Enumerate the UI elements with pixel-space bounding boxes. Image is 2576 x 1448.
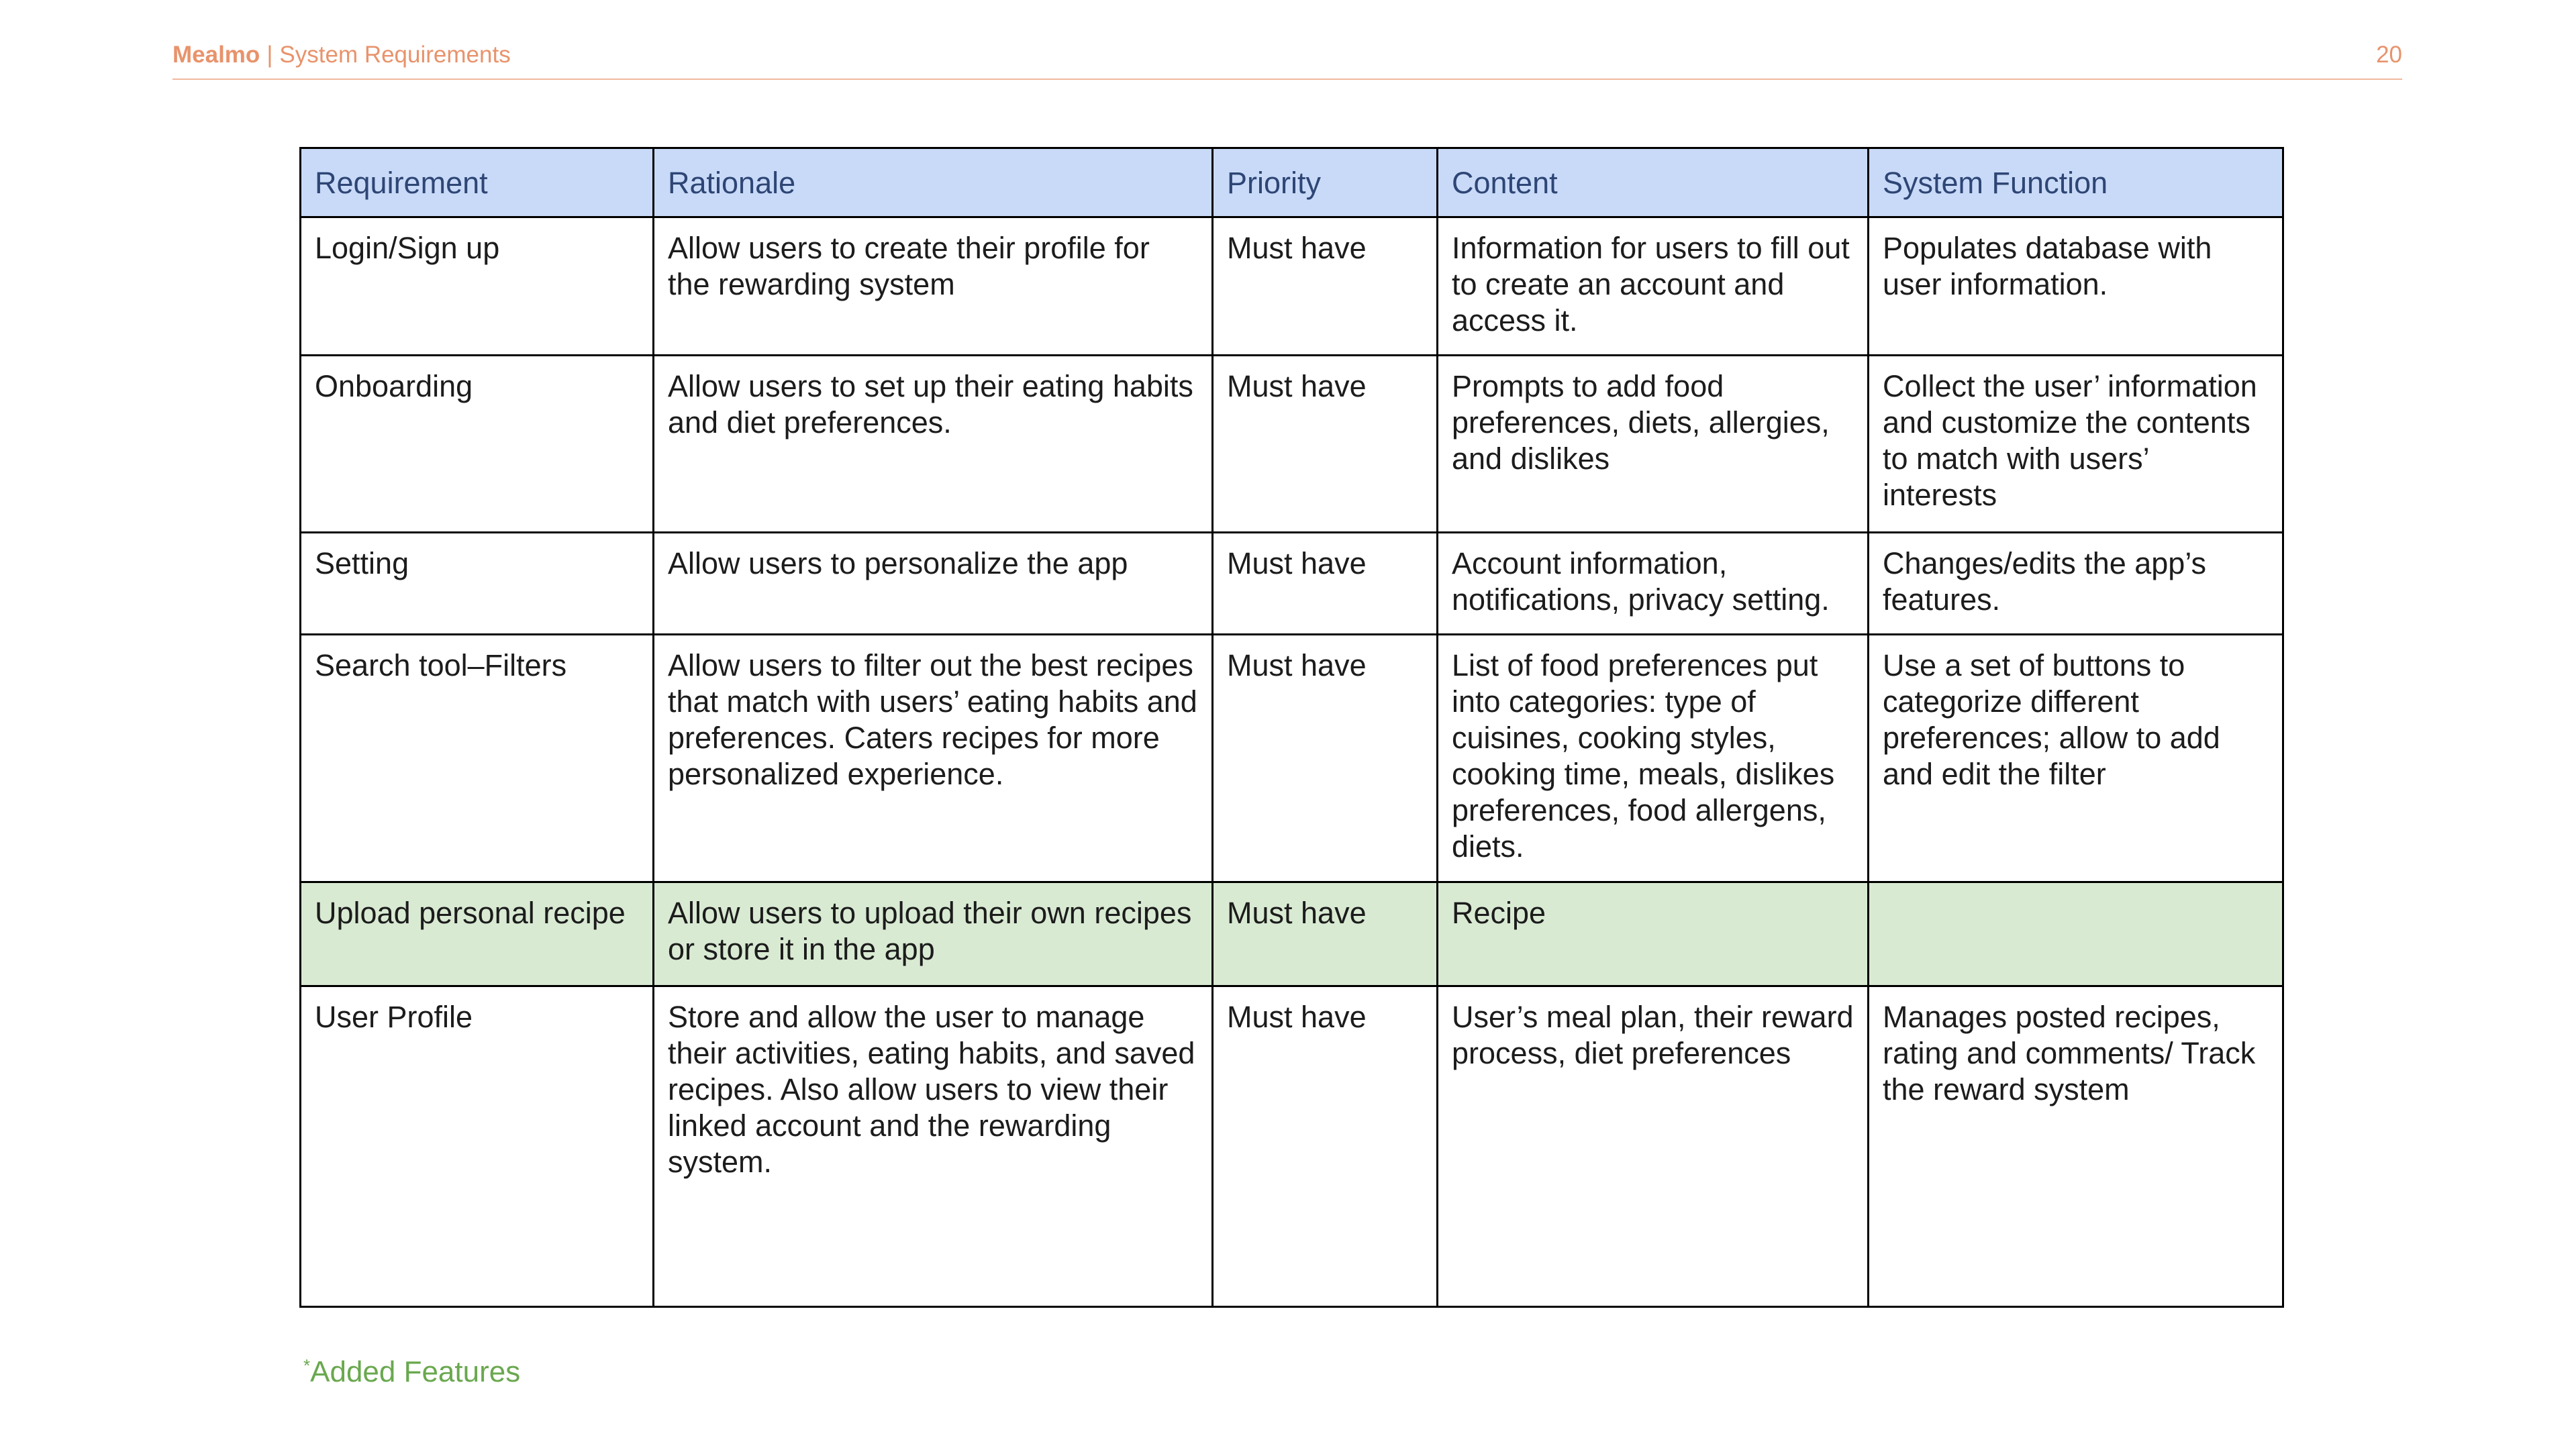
cell-requirement: User Profile (301, 986, 654, 1307)
cell-system-function: Collect the user’ information and customize the contents to match with users’ interests (1869, 356, 2283, 533)
column-header-system-function: System Function (1869, 148, 2283, 217)
cell-priority: Must have (1213, 635, 1438, 882)
cell-system-function: Changes/edits the app’s features. (1869, 533, 2283, 635)
column-header-priority: Priority (1213, 148, 1438, 217)
table-header-row (301, 148, 2283, 217)
cell-requirement: Upload personal recipe (301, 882, 654, 986)
header-brand-line (172, 42, 511, 68)
cell-rationale: Store and allow the user to manage their activities, eating habits, and saved recipes. Also allow users to view their linked account and the rewarding system. (654, 986, 1213, 1307)
cell-content: Prompts to add food preferences, diets, allergies, and dislikes (1438, 356, 1869, 533)
cell-requirement: Onboarding (301, 356, 654, 533)
page-number: 20 (2376, 42, 2402, 68)
cell-content: List of food preferences put into categories: type of cuisines, cooking styles, cooking time, meals, dislikes preferences, food allergens, diets. (1438, 635, 1869, 882)
header-separator: | (266, 42, 273, 68)
column-header-content: Content (1438, 148, 1869, 217)
cell-rationale: Allow users to upload their own recipes or store it in the app (654, 882, 1213, 986)
table-row (301, 356, 2283, 533)
cell-rationale: Allow users to create their profile for the rewarding system (654, 217, 1213, 356)
cell-content: Account information, notifications, privacy setting. (1438, 533, 1869, 635)
cell-priority: Must have (1213, 882, 1438, 986)
cell-requirement: Login/Sign up (301, 217, 654, 356)
table-row (301, 533, 2283, 635)
cell-requirement: Setting (301, 533, 654, 635)
table-row (301, 635, 2283, 882)
table-row (301, 217, 2283, 356)
requirements-table (299, 147, 2284, 1308)
cell-rationale: Allow users to set up their eating habits and diet preferences. (654, 356, 1213, 533)
cell-rationale: Allow users to personalize the app (654, 533, 1213, 635)
cell-requirement: Search tool–Filters (301, 635, 654, 882)
brand-name: Mealmo (172, 42, 260, 68)
column-header-requirement: Requirement (301, 148, 654, 217)
footnote (303, 1355, 520, 1389)
cell-system-function: Use a set of buttons to categorize different preferences; allow to add and edit the filter (1869, 635, 2283, 882)
cell-priority: Must have (1213, 986, 1438, 1307)
footnote-text: Added Features (310, 1355, 521, 1388)
cell-rationale: Allow users to filter out the best recipes that match with users’ eating habits and preferences. Caters recipes for more personalized experience. (654, 635, 1213, 882)
cell-system-function (1869, 882, 2283, 986)
table-row (301, 986, 2283, 1307)
column-header-rationale: Rationale (654, 148, 1213, 217)
cell-system-function: Manages posted recipes, rating and comments/ Track the reward system (1869, 986, 2283, 1307)
cell-content: Information for users to fill out to create an account and access it. (1438, 217, 1869, 356)
cell-system-function: Populates database with user information. (1869, 217, 2283, 356)
header-divider (172, 79, 2402, 80)
cell-priority: Must have (1213, 356, 1438, 533)
table-row-added-feature (301, 882, 2283, 986)
footnote-mark: * (303, 1355, 311, 1376)
cell-priority: Must have (1213, 217, 1438, 356)
cell-content: Recipe (1438, 882, 1869, 986)
page-header (172, 42, 2402, 79)
cell-content: User’s meal plan, their reward process, diet preferences (1438, 986, 1869, 1307)
section-title: System Requirements (279, 42, 511, 68)
cell-priority: Must have (1213, 533, 1438, 635)
